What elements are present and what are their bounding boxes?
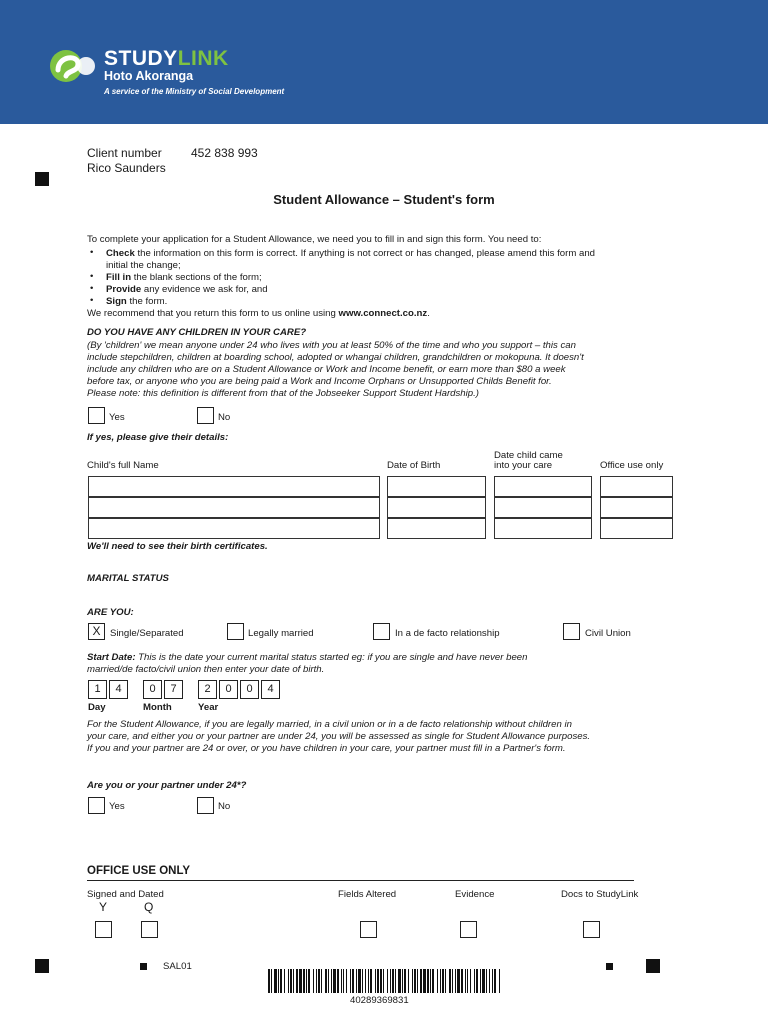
- registration-mark: [35, 959, 49, 973]
- year-digit-box[interactable]: 0: [240, 680, 259, 699]
- children-yes-label: Yes: [109, 412, 125, 423]
- barcode-number: 40289369831: [350, 995, 409, 1006]
- children-yes-checkbox[interactable]: [88, 407, 105, 424]
- registration-mark-small: [606, 963, 613, 970]
- year-digit-box[interactable]: 0: [219, 680, 238, 699]
- fields-altered-checkbox: [360, 921, 377, 938]
- child-dob-cell[interactable]: [387, 518, 486, 539]
- col-child-name: Child's full Name: [87, 460, 159, 471]
- intro-recommend: We recommend that you return this form to us online using www.connect.co.nz.: [87, 308, 430, 319]
- evidence-label: Evidence: [455, 889, 495, 900]
- child-dob-cell[interactable]: [387, 476, 486, 497]
- children-no-checkbox[interactable]: [197, 407, 214, 424]
- form-title: Student Allowance – Student's form: [273, 192, 495, 207]
- are-you-heading: ARE YOU:: [87, 607, 134, 618]
- brand-subtitle: Hoto Akoranga: [104, 69, 194, 83]
- single-separated-checkbox[interactable]: X: [88, 623, 105, 640]
- office-use-heading: OFFICE USE ONLY: [87, 865, 191, 877]
- assessment-explanation: your care, and either you or your partner are under 24, you will be assessed as single for Student Allowance purposes.: [87, 731, 591, 742]
- children-note-line: before tax, or anyone who you are being paid a Work and Income Orphans or Unsupported Childs Benefit for.: [87, 376, 552, 387]
- registration-mark-small: [140, 963, 147, 970]
- office-y-checkbox: [95, 921, 112, 938]
- single-separated-label: Single/Separated: [110, 628, 184, 639]
- office-q-checkbox: [141, 921, 158, 938]
- form-code: SAL01: [163, 961, 192, 972]
- office-use-divider: [87, 880, 634, 881]
- intro-lead: To complete your application for a Student Allowance, we need you to fill in and sign this form. You need to:: [87, 234, 542, 245]
- intro-bullet: Fill in the blank sections of the form;: [106, 272, 262, 283]
- child-office-cell: [600, 476, 673, 497]
- assessment-explanation: If you and your partner are 24 or over, or you have children in your care, your partner must fill in a Partner's form.: [87, 743, 566, 754]
- connect-link[interactable]: www.connect.co.nz: [338, 308, 428, 319]
- month-digit-box[interactable]: 0: [143, 680, 162, 699]
- child-name-cell[interactable]: [88, 518, 380, 539]
- legally-married-checkbox[interactable]: [227, 623, 244, 640]
- registration-mark: [35, 172, 49, 186]
- year-digit-box[interactable]: 2: [198, 680, 217, 699]
- child-care-date-cell[interactable]: [494, 476, 592, 497]
- child-office-cell: [600, 518, 673, 539]
- child-office-cell: [600, 497, 673, 518]
- under-24-yes-checkbox[interactable]: [88, 797, 105, 814]
- under-24-no-label: No: [218, 801, 231, 812]
- child-care-date-cell[interactable]: [494, 518, 592, 539]
- year-digit-box[interactable]: 4: [261, 680, 280, 699]
- children-note-line: include any children who are on a Student Allowance or Work and Income benefit, or earn more than $80 a week: [87, 364, 566, 375]
- signed-dated-label: Signed and Dated: [87, 889, 164, 900]
- brand-link: LINK: [177, 47, 229, 70]
- day-digit-box[interactable]: 4: [109, 680, 128, 699]
- intro-bullet: Provide any evidence we ask for, and: [106, 284, 268, 295]
- client-number-value: 452 838 993: [191, 146, 258, 160]
- month-label: Month: [143, 702, 172, 713]
- col-date-came-2: into your care: [494, 460, 553, 471]
- brand-tagline: A service of the Ministry of Social Development: [104, 87, 285, 96]
- registration-mark: [646, 959, 660, 973]
- bullet-dot: •: [90, 295, 94, 306]
- office-q-label: Q: [144, 900, 154, 914]
- children-note-line: (By 'children' we mean anyone under 24 who lives with you at least 50% of the time and who you support – this can: [87, 340, 576, 351]
- birth-certificate-note: We'll need to see their birth certificates.: [87, 541, 268, 552]
- docs-to-studylink-label: Docs to StudyLink: [561, 889, 639, 900]
- de-facto-checkbox[interactable]: [373, 623, 390, 640]
- office-y-label: Y: [99, 900, 108, 914]
- bullet-dot: •: [90, 247, 94, 258]
- bullet-dot: •: [90, 271, 94, 282]
- fields-altered-label: Fields Altered: [338, 889, 397, 900]
- de-facto-label: In a de facto relationship: [395, 628, 500, 639]
- under-24-yes-label: Yes: [109, 801, 125, 812]
- barcode-icon: [268, 969, 500, 993]
- child-dob-cell[interactable]: [387, 497, 486, 518]
- start-date-instruction-2: married/de facto/civil union then enter your date of birth.: [87, 664, 325, 675]
- col-office-use: Office use only: [600, 460, 664, 471]
- child-name-cell[interactable]: [88, 497, 380, 518]
- intro-bullet-cont: initial the change;: [106, 260, 181, 271]
- docs-to-studylink-checkbox: [583, 921, 600, 938]
- children-details-prompt: If yes, please give their details:: [87, 432, 229, 443]
- children-heading: DO YOU HAVE ANY CHILDREN IN YOUR CARE?: [87, 327, 307, 338]
- intro-bullet: Sign the form.: [106, 296, 168, 307]
- year-label: Year: [198, 702, 219, 713]
- start-date-instruction: Start Date: This is the date your current marital status started eg: if you are single and have never been: [87, 652, 528, 663]
- legally-married-label: Legally married: [248, 628, 314, 639]
- bullet-dot: •: [90, 283, 94, 294]
- civil-union-checkbox[interactable]: [563, 623, 580, 640]
- children-no-label: No: [218, 412, 231, 423]
- brand-study: STUDY: [104, 47, 178, 70]
- children-note-line: include stepchildren, children at boarding school, adopted or whangai children, grandchildren or mokopuna. It doesn't: [87, 352, 584, 363]
- under-24-no-checkbox[interactable]: [197, 797, 214, 814]
- col-date-came: Date child came: [494, 450, 563, 461]
- evidence-checkbox: [460, 921, 477, 938]
- under-24-question: Are you or your partner under 24*?: [87, 780, 247, 791]
- client-name: Rico Saunders: [87, 161, 166, 175]
- intro-bullet: Check the information on this form is correct. If anything is not correct or has changed, please amend this form and: [106, 248, 595, 259]
- civil-union-label: Civil Union: [585, 628, 631, 639]
- client-number-label: Client number: [87, 146, 162, 160]
- studylink-logo-icon: [48, 48, 98, 84]
- brand-wordmark: [104, 47, 229, 71]
- month-digit-box[interactable]: 7: [164, 680, 183, 699]
- assessment-explanation: For the Student Allowance, if you are legally married, in a civil union or in a de facto relationship without children in: [87, 719, 572, 730]
- marital-heading: MARITAL STATUS: [87, 573, 169, 584]
- day-label: Day: [88, 702, 106, 713]
- children-note-line: Please note: this definition is different from that of the Jobseeker Support Student Hardship.): [87, 388, 479, 399]
- child-care-date-cell[interactable]: [494, 497, 592, 518]
- day-digit-box[interactable]: 1: [88, 680, 107, 699]
- col-date-of-birth: Date of Birth: [387, 460, 441, 471]
- child-name-cell[interactable]: [88, 476, 380, 497]
